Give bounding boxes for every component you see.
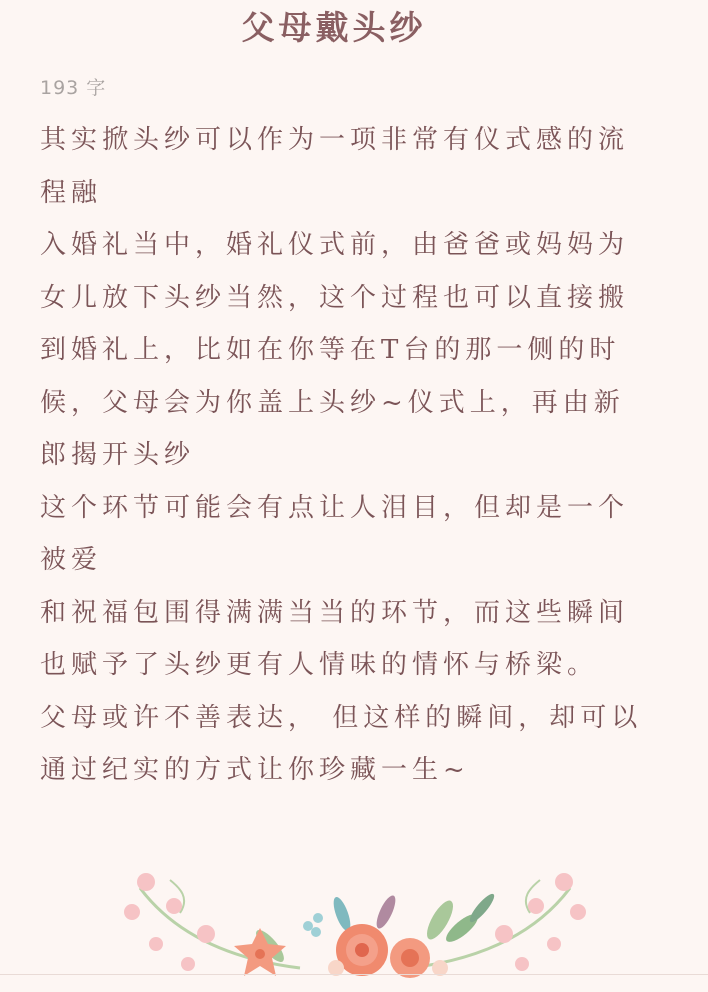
article-body: [40, 114, 680, 797]
body-line: 候，父母会为你盖上头纱~仪式上，再由新: [40, 387, 625, 418]
body-line: 这个环节可能会有点让人泪目，但却是一个: [40, 492, 630, 523]
body-line: 被爱: [40, 545, 103, 575]
body-line: 女儿放下头纱当然，这个过程也可以直接搬: [40, 282, 630, 313]
body-line: 到婚礼上，比如在你等在T台的那一侧的时: [40, 335, 621, 365]
body-line: 郎揭开头纱: [40, 440, 196, 470]
body-line: 也赋予了头纱更有人情味的情怀与桥梁。: [40, 650, 599, 680]
body-line: 和祝福包围得满满当当的环节，而这些瞬间: [40, 597, 630, 628]
floral-border-icon: [110, 868, 600, 978]
footer-divider: [0, 974, 708, 975]
word-count: 193 字: [40, 77, 107, 99]
body-line: 其实掀头纱可以作为一项非常有仪式感的流: [40, 125, 630, 155]
body-line: 入婚礼当中，婚礼仪式前，由爸爸或妈妈为: [40, 230, 630, 260]
body-line: 程融: [40, 177, 103, 208]
body-line: 父母或许不善表达， 但这样的瞬间，却可以: [40, 702, 643, 733]
body-line: 通过纪实的方式让你珍藏一生~: [40, 755, 470, 785]
article-title: 父母戴头纱: [241, 8, 427, 47]
